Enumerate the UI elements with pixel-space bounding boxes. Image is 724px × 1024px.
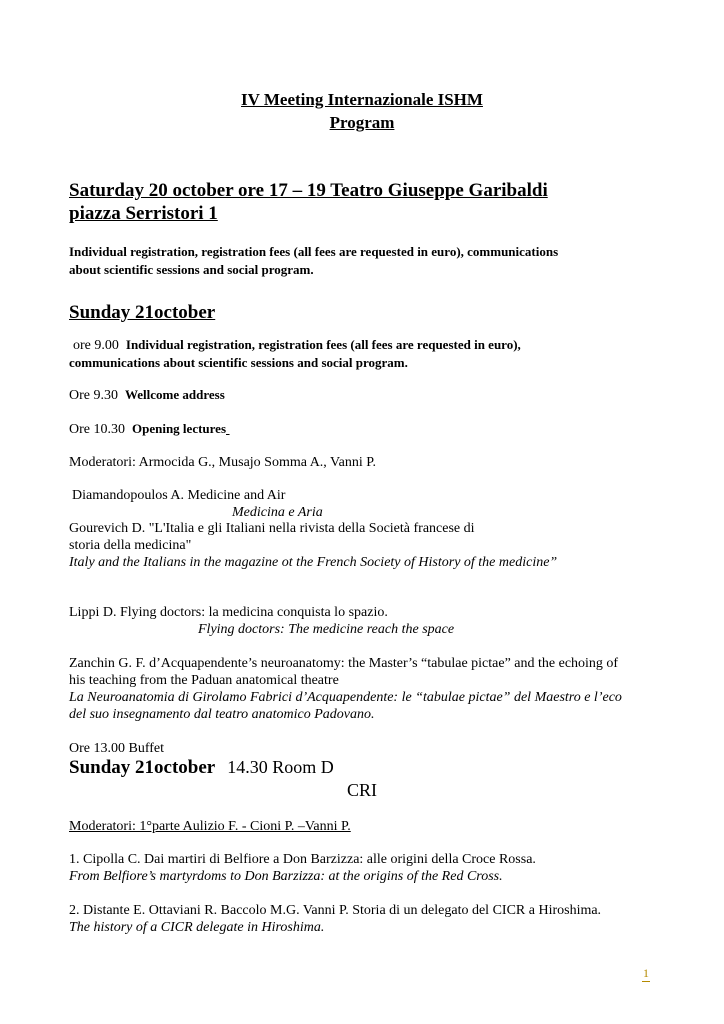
talk-diamandopoulos-translation: Medicina e Aria: [232, 505, 323, 520]
saturday-heading: Saturday 20 october ore 17 – 19 Teatro Giuseppe Garibaldi: [69, 180, 548, 201]
saturday-description-line2: about scientific sessions and social program.: [69, 262, 314, 277]
saturday-description-line1: Individual registration, registration fees (all fees are requested in euro), communications: [69, 244, 559, 259]
welcome-text: Wellcome address: [125, 387, 225, 402]
sunday-registration-line2: communications about scientific sessions and social program.: [69, 355, 408, 370]
talk-distante-translation: The history of a CICR delegate in Hiroshima.: [69, 920, 325, 935]
registration-text: Individual registration, registration fees (all fees are requested in euro),: [125, 337, 521, 352]
page-number: 1: [643, 966, 649, 980]
morning-moderators: Moderatori: Armocida G., Musajo Somma A., Vanni P.: [69, 455, 376, 470]
talk-zanchin-line2: his teaching from the Paduan anatomical theatre: [69, 673, 339, 688]
talk-cipolla-translation: From Belfiore’s martyrdoms to Don Barzizza: at the origins of the Red Cross.: [69, 869, 503, 884]
talk-cipolla: 1. Cipolla C. Dai martiri di Belfiore a Don Barzizza: alle origini della Croce Rossa.: [69, 852, 536, 867]
opening-text: Opening lectures: [132, 421, 227, 436]
talk-diamandopoulos: Diamandopoulos A. Medicine and Air: [72, 488, 286, 503]
opening-item: [69, 420, 230, 438]
welcome-time: Ore 9.30: [69, 388, 118, 403]
afternoon-moderators: Moderatori: 1°parte Aulizio F. - Cioni P. –Vanni P.: [69, 819, 351, 834]
talk-distante: 2. Distante E. Ottaviani R. Baccolo M.G. Vanni P. Storia di un delegato del CICR a Hiroshima.: [69, 903, 602, 918]
sunday-registration-line1: [73, 336, 521, 354]
afternoon-heading: [69, 756, 334, 779]
section-cri: CRI: [347, 780, 378, 800]
buffet-item: Ore 13.00 Buffet: [69, 741, 164, 756]
document-subtitle: Program: [329, 113, 395, 132]
talk-lippi-translation: Flying doctors: The medicine reach the space: [198, 622, 455, 637]
saturday-heading-location: piazza Serristori 1: [69, 203, 218, 224]
talk-lippi: Lippi D. Flying doctors: la medicina conquista lo spazio.: [69, 605, 388, 620]
talk-zanchin-translation-line2: del suo insegnamento dal teatro anatomico Padovano.: [69, 707, 375, 722]
welcome-item: [69, 386, 225, 404]
afternoon-time-room: 14.30 Room D: [227, 757, 334, 777]
opening-time: Ore 10.30: [69, 422, 125, 437]
talk-gourevich: Gourevich D. "L'Italia e gli Italiani nella rivista della Società francese di: [69, 521, 475, 536]
talk-gourevich-translation: Italy and the Italians in the magazine ot the French Society of History of the medicine”: [69, 555, 558, 570]
afternoon-heading-day: Sunday 21october: [69, 757, 216, 778]
talk-zanchin-translation: La Neuroanatomia di Girolamo Fabrici d’Acquapendente: le “tabulae pictae” del Maestro e l’eco: [69, 690, 622, 705]
registration-time: ore 9.00: [73, 338, 119, 353]
talk-zanchin: Zanchin G. F. d’Acquapendente’s neuroanatomy: the Master’s “tabulae pictae” and the echoing of: [69, 656, 619, 671]
talk-gourevich-line2: storia della medicina": [69, 538, 192, 553]
document-title: IV Meeting Internazionale ISHM: [241, 90, 483, 109]
sunday-heading: Sunday 21october: [69, 302, 216, 323]
